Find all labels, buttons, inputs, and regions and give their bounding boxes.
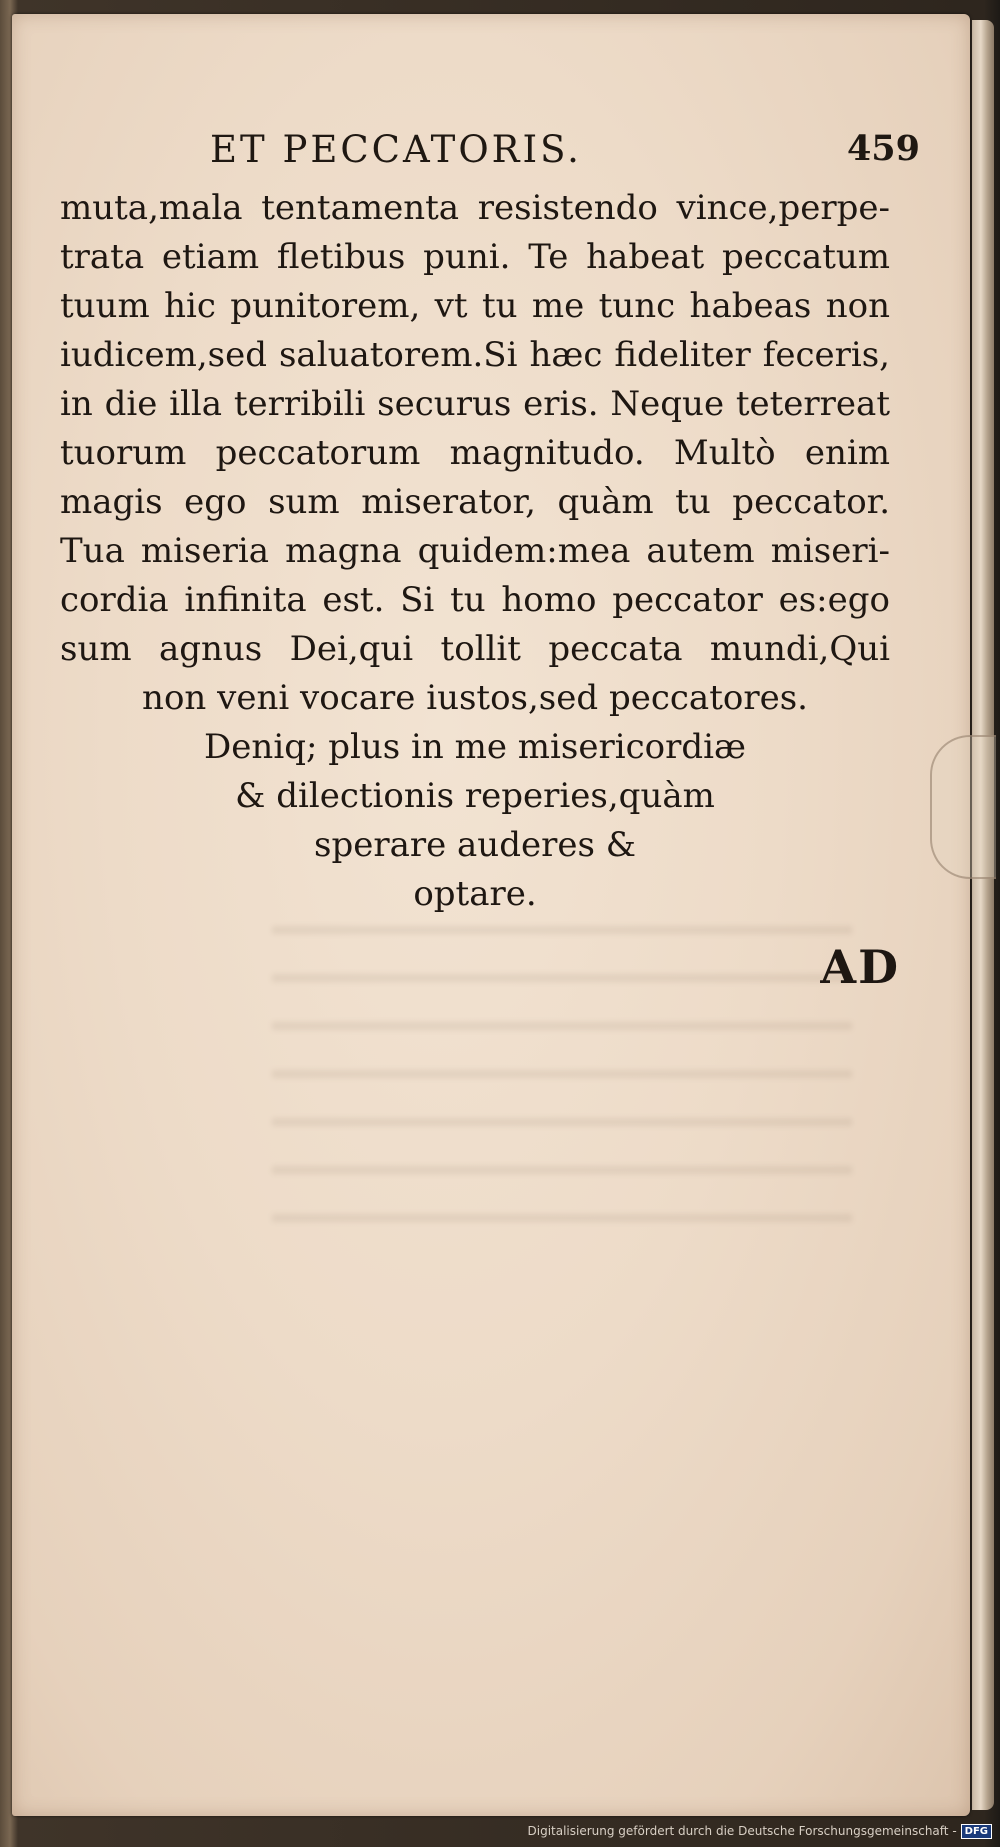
running-head <box>60 128 920 180</box>
running-head-title: ET PECCATORIS. <box>210 128 582 171</box>
text-line: tuum hic punitorem, vt tu me tunc habeas non <box>60 286 890 326</box>
text-line: trata etiam fletibus puni. Te habeat peccatum <box>60 237 890 277</box>
text-line: iudicem,sed saluatorem.Si hæc fideliter feceris, <box>60 335 890 375</box>
page-edge <box>972 20 994 1810</box>
text-line: muta,mala tentamenta resistendo vince,perpe- <box>60 188 890 228</box>
text-line: magis ego sum miserator, quàm tu peccator. <box>60 482 890 522</box>
show-through-texture <box>272 904 852 1224</box>
body-text <box>60 184 900 919</box>
book-clasp <box>930 735 996 879</box>
text-line: non veni vocare iustos,sed peccatores. <box>142 678 808 718</box>
text-line: tuorum peccatorum magnitudo. Multò enim <box>60 433 890 473</box>
text-line: sperare auderes & <box>314 825 636 865</box>
catchword: AD <box>820 940 900 994</box>
text-line: optare. <box>413 874 537 914</box>
digitization-credit <box>528 1817 993 1845</box>
credit-text: Digitalisierung gefördert durch die Deutsche Forschungsgemeinschaft - <box>527 1824 957 1838</box>
text-line: sum agnus Dei,qui tollit peccata mundi,Qui <box>60 629 890 669</box>
text-line: Tua miseria magna quidem:mea autem miseri- <box>60 531 890 571</box>
text-line: in die illa terribili securus eris. Neque teterreat <box>60 384 890 424</box>
text-line: & dilectionis reperies,quàm <box>235 776 715 816</box>
text-line: Deniq; plus in me misericordiæ <box>204 727 746 767</box>
text-line: cordia infinita est. Si tu homo peccator es:ego <box>60 580 890 620</box>
page-number: 459 <box>846 128 920 169</box>
dfg-logo: DFG <box>961 1824 992 1839</box>
